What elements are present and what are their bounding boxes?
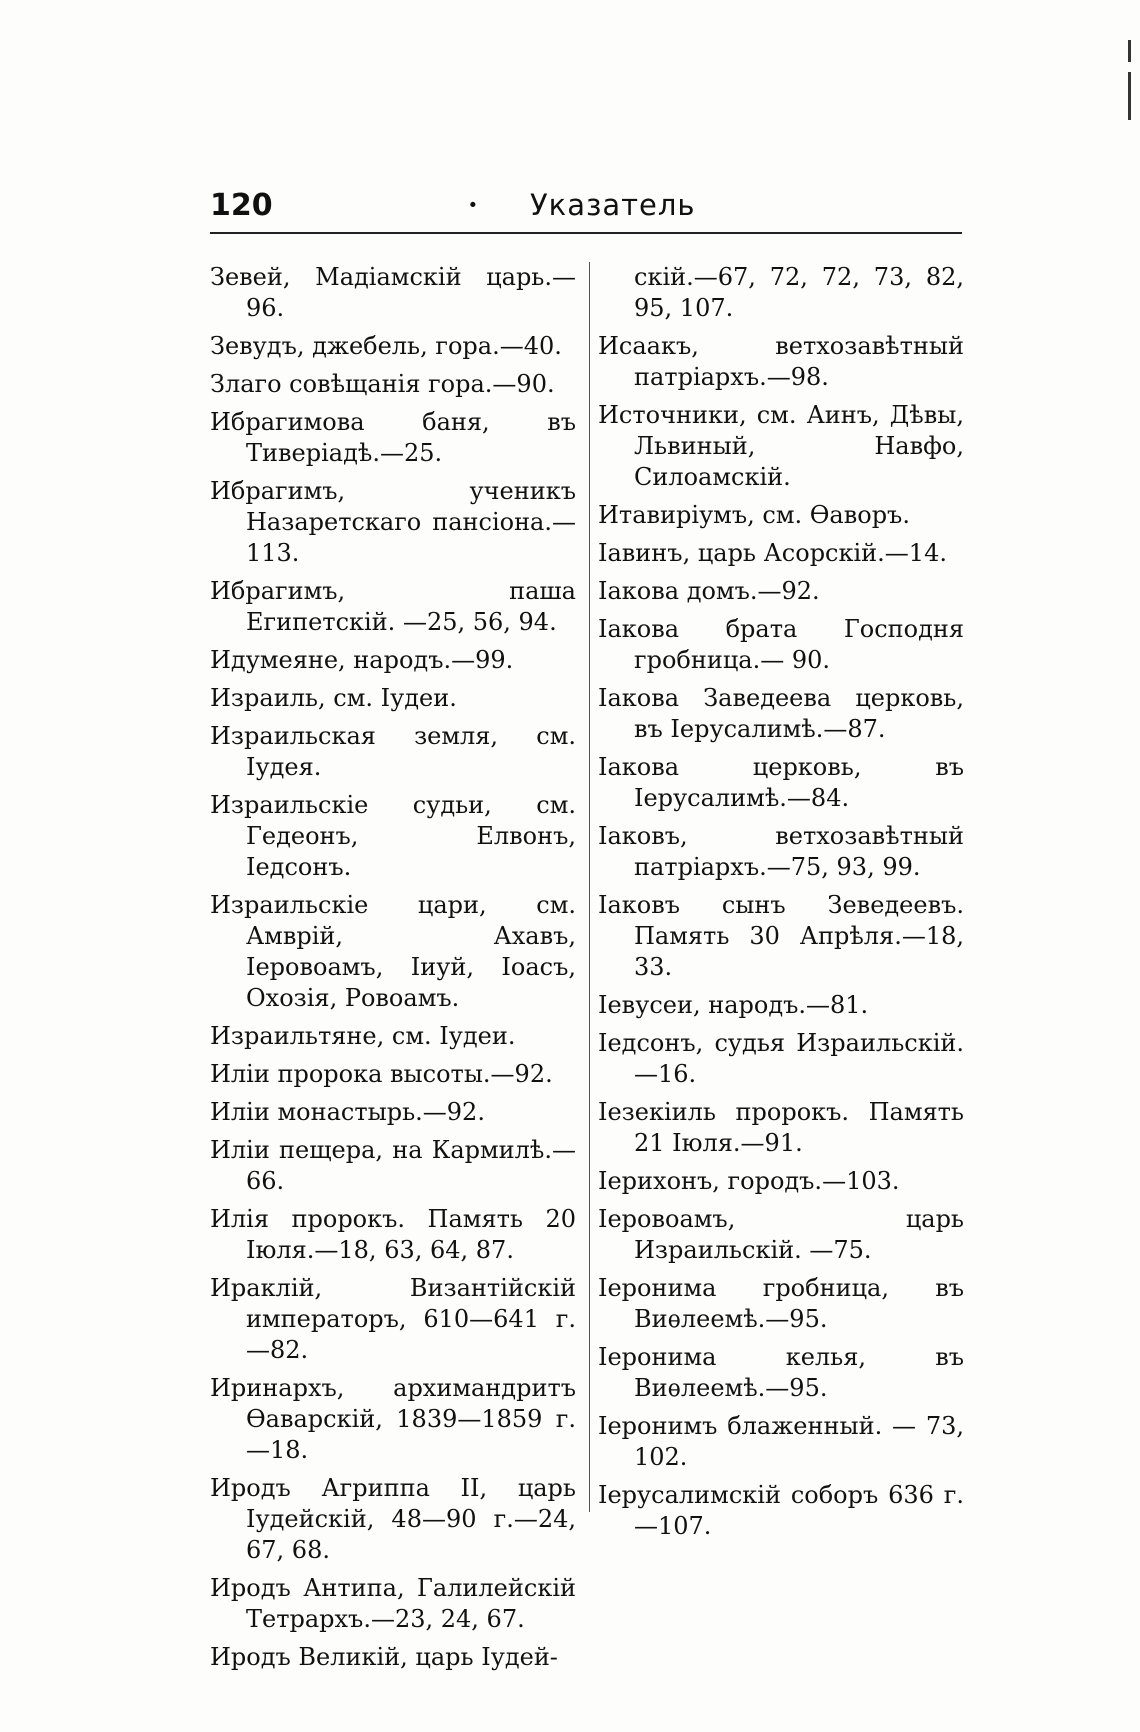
index-entry: Іерихонъ, городъ.—103.	[598, 1167, 900, 1195]
column-divider	[589, 262, 590, 1512]
index-entry: Израиль, см. Іудеи.	[210, 684, 457, 712]
index-entry: Іакова Заведеева церковь, въ Іерусалимѣ.—87.	[598, 684, 964, 743]
index-entry: Іаковъ, ветхозавѣтный патріархъ.—75, 93, 99.	[598, 822, 964, 881]
index-entry: Іезекіиль пророкъ. Память 21 Іюля.—91.	[598, 1098, 964, 1157]
index-entry: Іавинъ, царь Асорскій.—14.	[598, 539, 947, 567]
index-entry: Іеронимъ блаженный. — 73, 102.	[598, 1412, 964, 1471]
index-entry: Іеронима гробница, въ Виѳлеемѣ.—95.	[598, 1274, 964, 1333]
index-entry: Илія пророкъ. Память 20 Іюля.—18, 63, 64, 87.	[210, 1205, 576, 1264]
index-entry: Іевусеи, народъ.—81.	[598, 991, 869, 1019]
index-entry: Иліи монастырь.—92.	[210, 1098, 485, 1126]
index-entry: Злаго совѣщанія гора.—90.	[210, 370, 555, 398]
index-entry: Іеронима келья, въ Виѳлеемѣ.—95.	[598, 1343, 964, 1402]
index-entry: Иродъ Антипа, Галилейскій Тетрархъ.—23, 24, 67.	[210, 1574, 576, 1633]
index-entry-continuation: скій.—67, 72, 72, 73, 82, 95, 107.	[634, 263, 964, 322]
index-entry: Израильскіе судьи, см. Гедеонъ, Елвонъ, Іедсонъ.	[210, 791, 576, 881]
index-entry: Израильскіе цари, см. Амврій, Ахавъ, Іеровоамъ, Іиуй, Іоасъ, Охозія, Ровоамъ.	[210, 891, 576, 1012]
index-entry: Іакова брата Господня гробница.— 90.	[598, 615, 964, 674]
index-entry: Іакова домъ.—92.	[598, 577, 820, 605]
index-entry: Иродъ Агриппа II, царь Іудейскій, 48—90 г.—24, 67, 68.	[210, 1474, 576, 1564]
index-entry: Итавиріумъ, см. Ѳаворъ.	[598, 501, 910, 529]
index-entry: Іеровоамъ, царь Израильскій. —75.	[598, 1205, 964, 1264]
index-entry: Израильская земля, см. Іудея.	[210, 722, 576, 781]
page-number: 120	[210, 188, 273, 223]
index-entry: Іерусалимскій соборъ 636 г. —107.	[598, 1481, 964, 1540]
index-entry: Зевей, Мадіамскій царь.—96.	[210, 263, 576, 322]
left-column	[210, 262, 576, 1680]
index-entry: Іакова церковь, въ Іерусалимѣ.—84.	[598, 753, 964, 812]
index-entry: Ибрагимъ, паша Египетскій. —25, 56, 94.	[210, 577, 576, 636]
index-entry: Ибрагимъ, ученикъ Назаретскаго пансіона.—113.	[210, 477, 576, 567]
page-header	[210, 188, 962, 228]
index-entry: Иринархъ, архимандритъ Ѳаварскій, 1839—1859 г.—18.	[210, 1374, 576, 1464]
index-entry: Іаковъ сынъ Зеведеевъ. Память 30 Апрѣля.—18, 33.	[598, 891, 964, 981]
right-column	[598, 262, 964, 1549]
index-entry: Иліи пророка высоты.—92.	[210, 1060, 553, 1088]
index-entry: Іедсонъ, судья Израильскій. —16.	[598, 1029, 964, 1088]
index-entry: Ираклій, Византійскій императоръ, 610—641 г.—82.	[210, 1274, 576, 1364]
header-rule	[210, 232, 962, 234]
running-title: Указатель	[530, 188, 696, 222]
index-entry: Ибрагимова баня, въ Тиверіадѣ.—25.	[210, 408, 576, 467]
index-entry: Иліи пещера, на Кармилѣ.— 66.	[210, 1136, 576, 1195]
scan-edge-mark	[1128, 72, 1131, 120]
index-entry: Идумеяне, народъ.—99.	[210, 646, 514, 674]
index-entry: Исаакъ, ветхозавѣтный патріархъ.—98.	[598, 332, 964, 391]
index-entry: Зевудъ, джебель, гора.—40.	[210, 332, 562, 360]
index-entry: Израильтяне, см. Іудеи.	[210, 1022, 516, 1050]
index-entry: Источники, см. Аинъ, Дѣвы, Львиный, Навфо, Силоамскій.	[598, 401, 964, 491]
scan-edge-mark	[1128, 40, 1131, 62]
index-entry: Иродъ Великій, царь Іудей-	[210, 1643, 558, 1671]
header-dot: ·	[468, 188, 478, 221]
